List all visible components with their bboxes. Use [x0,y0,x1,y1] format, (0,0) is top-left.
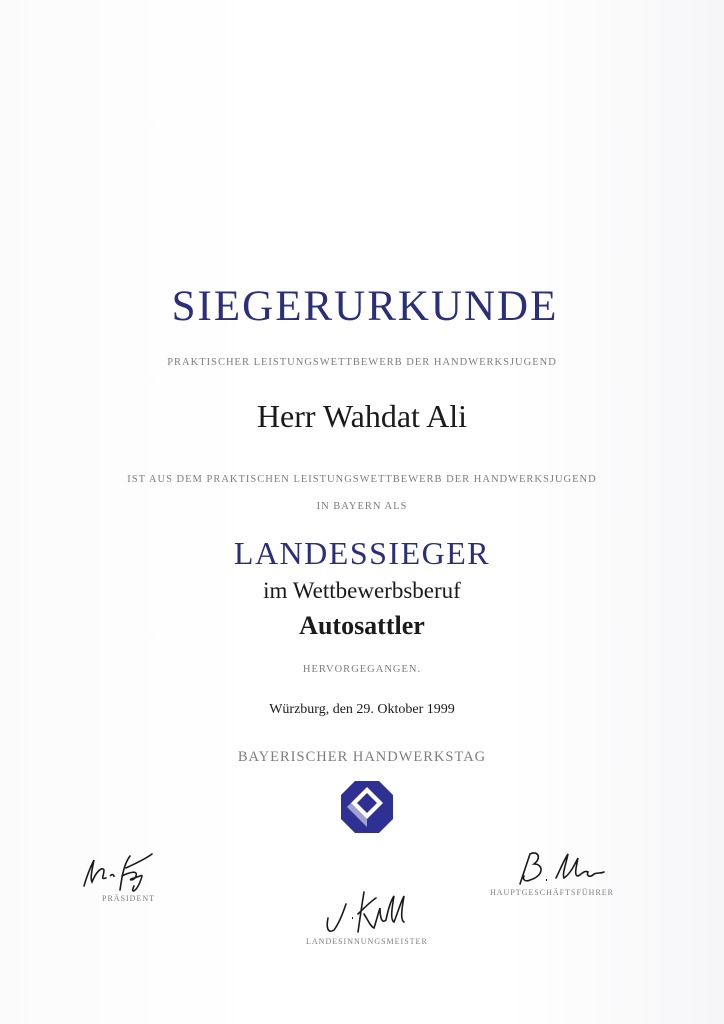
intro-line-2: IN BAYERN ALS [316,501,408,512]
closing-text: HERVORGEGANGEN. [302,664,422,675]
certificate-title: SIEGERURKUNDE [171,283,559,330]
organization-name: BAYERISCHER HANDWERKSTAG [237,749,487,765]
president-signature [78,842,168,898]
intro-line-1: IST AUS DEM PRAKTISCHEN LEISTUNGSWETTBEWERB DER HANDWERKSJUGEND [127,474,597,485]
profession: Autosattler [299,611,425,640]
managing-director-signature [512,844,607,894]
recipient-name: Herr Wahdat Ali [256,398,468,434]
place-date: Würzburg, den 29. Oktober 1999 [269,702,455,717]
award-title: LANDESSIEGER [233,535,491,571]
guild-master-caption: LANDESINNUNGSMEISTER [306,937,428,946]
guild-master-signature [318,888,408,938]
profession-intro: im Wettbewerbsberuf [263,578,461,603]
organization-logo-icon [339,779,395,835]
managing-director-caption: HAUPTGESCHÄFTSFÜHRER [490,888,615,897]
certificate-subtitle: PRAKTISCHER LEISTUNGSWETTBEWERB DER HANDWERKSJUGEND [167,357,557,368]
president-caption: PRÄSIDENT [102,894,156,903]
